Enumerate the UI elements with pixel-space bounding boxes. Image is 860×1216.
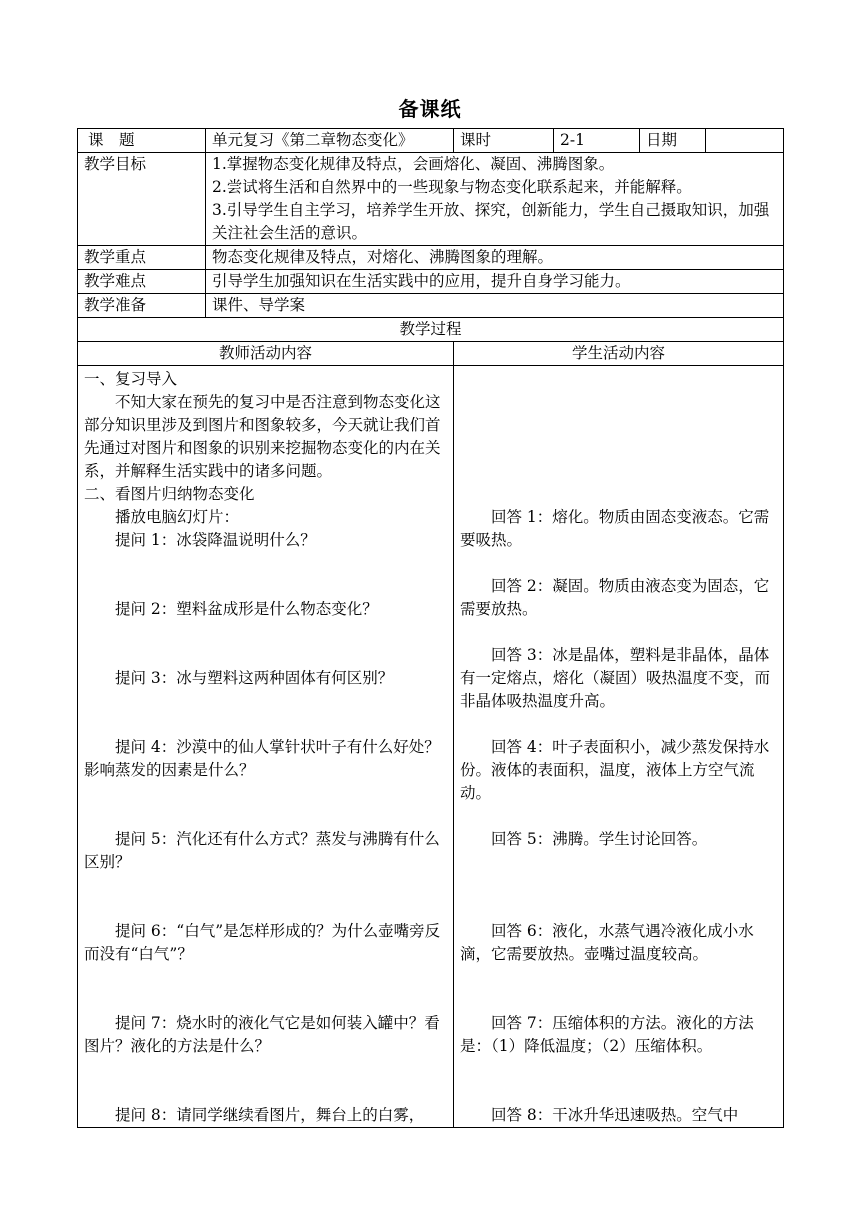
section-heading: 一、复习导入 (84, 370, 178, 388)
key-points-label: 教学重点 (78, 246, 206, 270)
difficulties-label: 教学难点 (78, 270, 206, 294)
answer-1: 回答 1：熔化。物质由固态变液态。它需要吸热。 (460, 508, 770, 549)
goal-item: 1.掌握物态变化规律及特点，会画熔化、凝固、沸腾图象。 (212, 155, 615, 173)
date-value (706, 129, 784, 153)
goal-item: 2.尝试将生活和自然界中的一些现象与物态变化联系起来，并能解释。 (212, 178, 692, 196)
topic-label: 课 题 (78, 129, 206, 153)
answer-5: 回答 5：沸腾。学生讨论回答。 (491, 830, 708, 848)
period-label: 课时 (454, 129, 554, 153)
question-2: 提问 2：塑料盆成形是什么物态变化？ (115, 600, 378, 618)
question-6: 提问 6：“白气”是怎样形成的？为什么壶嘴旁反而没有“白气”？ (84, 922, 441, 963)
answer-8: 回答 8：干冰升华迅速吸热。空气中 (491, 1106, 739, 1124)
question-5: 提问 5：汽化还有什么方式？蒸发与沸腾有什么区别？ (84, 830, 440, 871)
question-3: 提问 3：冰与塑料这两种固体有何区别？ (115, 669, 394, 687)
teacher-activity-header: 教师活动内容 (78, 342, 454, 366)
teacher-activity-content (78, 366, 454, 1128)
preparation-row (78, 294, 784, 318)
student-activity-content (454, 366, 784, 1128)
difficulties-value: 引导学生加强知识在生活实践中的应用，提升自身学习能力。 (206, 270, 784, 294)
process-content-row (78, 366, 784, 1128)
goal-item: 3.引导学生自主学习，培养学生开放、探究，创新能力，学生自己摄取知识，加强关注社会生活的意识。 (212, 201, 770, 242)
process-header-row (78, 342, 784, 366)
question-8: 提问 8：请同学继续看图片，舞台上的白雾， (115, 1106, 425, 1124)
lesson-plan-table (77, 128, 784, 1128)
goals-label: 教学目标 (78, 153, 206, 246)
answer-2: 回答 2：凝固。物质由液态变为固态，它需要放热。 (460, 577, 770, 618)
preparation-value: 课件、导学案 (206, 294, 784, 318)
answer-3: 回答 3：冰是晶体，塑料是非晶体，晶体有一定熔点，熔化（凝固）吸热温度不变，而非晶体吸热温度升高。 (460, 646, 771, 710)
date-label: 日期 (640, 129, 706, 153)
process-title: 教学过程 (78, 318, 784, 342)
preparation-label: 教学准备 (78, 294, 206, 318)
difficulties-row (78, 270, 784, 294)
answer-6: 回答 6：液化，水蒸气遇冷液化成小水滴，它需要放热。壶嘴过温度较高。 (460, 922, 754, 963)
question-4: 提问 4：沙漠中的仙人掌针状叶子有什么好处？影响蒸发的因素是什么？ (84, 738, 440, 779)
slides-note: 播放电脑幻灯片： (115, 508, 240, 526)
question-1: 提问 1：冰袋降温说明什么？ (115, 531, 316, 549)
answer-4: 回答 4：叶子表面积小，减少蒸发保持水份。液体的表面积，温度，液体上方空气流动。 (460, 738, 770, 802)
key-points-value: 物态变化规律及特点，对熔化、沸腾图象的理解。 (206, 246, 784, 270)
question-7: 提问 7：烧水时的液化气它是如何装入罐中？看图片？液化的方法是什么？ (84, 1014, 440, 1055)
section-heading: 二、看图片归纳物态变化 (84, 485, 255, 503)
key-points-row (78, 246, 784, 270)
period-value: 2-1 (554, 129, 640, 153)
process-title-row (78, 318, 784, 342)
student-activity-header: 学生活动内容 (454, 342, 784, 366)
answer-7: 回答 7：压缩体积的方法。液化的方法是：（1）降低温度；（2）压缩体积。 (460, 1014, 754, 1055)
intro-paragraph: 不知大家在预先的复习中是否注意到物态变化这部分知识里涉及到图片和图象较多，今天就让我们首先通过对图片和图象的识别来挖掘物态变化的内在关系，并解释生活实践中的诸多问题。 (84, 393, 441, 480)
goals-row (78, 153, 784, 246)
header-row (78, 129, 784, 153)
document-title: 备课纸 (398, 97, 462, 121)
goals-content (206, 153, 784, 246)
topic-value: 单元复习《第二章物态变化》 (206, 129, 454, 153)
